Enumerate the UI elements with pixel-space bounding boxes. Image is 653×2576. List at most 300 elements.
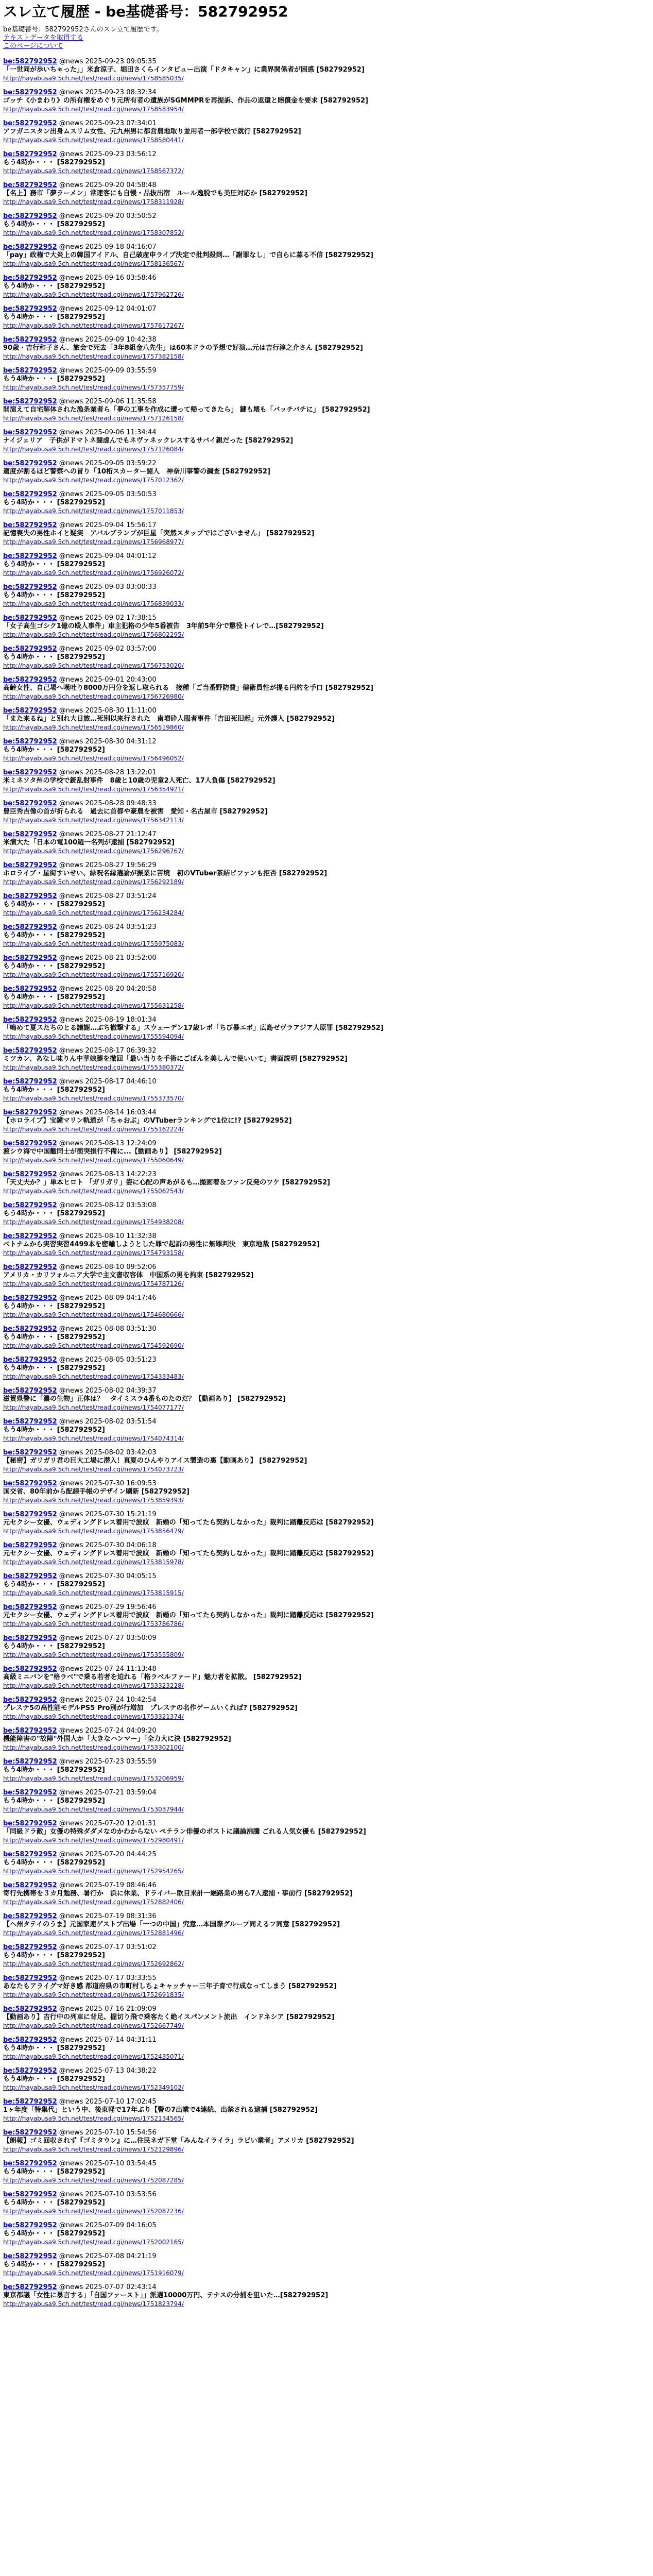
entry-meta	[59, 490, 157, 498]
author-link[interactable]: be:582792952	[3, 1696, 57, 1704]
thread-url-link[interactable]: http://hayabusa9.5ch.net/test/read.cgi/news/1757012362/	[3, 477, 184, 484]
thread-entry	[3, 2191, 650, 2216]
thread-title: もう4時か・・・ [582792952]	[3, 1210, 105, 1217]
board-name: @news	[59, 1201, 83, 1209]
thread-entry	[3, 2036, 650, 2061]
thread-url-link[interactable]: http://hayabusa9.5ch.net/test/read.cgi/news/1755631258/	[3, 1002, 184, 1009]
entry-header	[3, 614, 650, 622]
entry-meta	[59, 614, 157, 622]
entry-header	[3, 1974, 650, 1982]
post-date: 2025-07-17 03:51:02	[85, 1943, 157, 1951]
thread-url-link[interactable]: http://hayabusa9.5ch.net/test/read.cgi/news/1757962726/	[3, 291, 184, 298]
thread-title: もう4時か・・・ [582792952]	[3, 746, 105, 754]
board-name: @news	[59, 985, 83, 993]
board-name: @news	[59, 923, 83, 931]
post-date: 2025-08-13 14:22:23	[85, 1171, 157, 1178]
entry-header	[3, 645, 650, 653]
post-date: 2025-07-23 03:55:59	[85, 1758, 157, 1766]
thread-entry	[3, 1758, 650, 1783]
author-link[interactable]: be:582792952	[3, 120, 57, 127]
author-link[interactable]: be:582792952	[3, 552, 57, 560]
author-link[interactable]: be:582792952	[3, 614, 57, 622]
entry-meta	[59, 1109, 157, 1116]
post-date: 2025-07-10 15:54:56	[85, 2129, 157, 2137]
thread-url-link[interactable]: http://hayabusa9.5ch.net/test/read.cgi/news/1752435071/	[3, 2053, 184, 2060]
thread-url-link[interactable]: http://hayabusa9.5ch.net/test/read.cgi/news/1755373570/	[3, 1095, 184, 1102]
thread-title: 【朗報】ゴミ回収されず『ゴミタウン』に…住民ネガ下堂「みんなイライラ」ラビい業者」アメリカ [582792952]	[3, 2137, 354, 2145]
board-name: @news	[59, 2005, 83, 2013]
thread-url-link[interactable]: http://hayabusa9.5ch.net/test/read.cgi/news/1756839033/	[3, 600, 184, 607]
board-name: @news	[59, 1480, 83, 1487]
board-name: @news	[59, 1263, 83, 1271]
author-link[interactable]: be:582792952	[3, 150, 57, 158]
entry-meta	[59, 1078, 157, 1086]
thread-entry	[3, 1201, 650, 1227]
author-link[interactable]: be:582792952	[3, 1109, 57, 1116]
thread-url-link[interactable]: http://hayabusa9.5ch.net/test/read.cgi/news/1758311928/	[3, 198, 184, 206]
thread-entry	[3, 243, 650, 268]
thread-entry	[3, 1943, 650, 1969]
board-name: @news	[59, 2191, 83, 2198]
thread-url-link[interactable]: http://hayabusa9.5ch.net/test/read.cgi/news/1756753020/	[3, 662, 184, 669]
author-link[interactable]: be:582792952	[3, 521, 57, 529]
thread-url-link[interactable]: http://hayabusa9.5ch.net/test/read.cgi/news/1756726980/	[3, 693, 184, 700]
author-link[interactable]: be:582792952	[3, 2252, 57, 2260]
board-name: @news	[59, 58, 83, 65]
author-link[interactable]: be:582792952	[3, 1758, 57, 1766]
thread-entry	[3, 1325, 650, 1350]
author-link[interactable]: be:582792952	[3, 1789, 57, 1797]
author-link[interactable]: be:582792952	[3, 429, 57, 436]
thread-url-link[interactable]: http://hayabusa9.5ch.net/test/read.cgi/news/1754074314/	[3, 1435, 184, 1442]
author-link[interactable]: be:582792952	[3, 58, 57, 65]
post-date: 2025-09-03 03:00:33	[85, 583, 157, 591]
author-link[interactable]: be:582792952	[3, 212, 57, 220]
author-link[interactable]: be:582792952	[3, 1603, 57, 1611]
thread-url-link[interactable]: http://hayabusa9.5ch.net/test/read.cgi/news/1752349102/	[3, 2084, 184, 2091]
thread-url-link[interactable]: http://hayabusa9.5ch.net/test/read.cgi/news/1758307852/	[3, 229, 184, 236]
thread-entry	[3, 1511, 650, 1536]
thread-url-link[interactable]: http://hayabusa9.5ch.net/test/read.cgi/news/1753815978/	[3, 1558, 184, 1566]
thread-title: 90歳・吉行和子さん、旅会で死去「3年8組金八先生」は60本ドラの予想で好演…元は吉行淳之介さん [582792952]	[3, 344, 363, 352]
thread-url-link[interactable]: http://hayabusa9.5ch.net/test/read.cgi/news/1757011853/	[3, 507, 184, 515]
author-link[interactable]: be:582792952	[3, 1232, 57, 1240]
author-link[interactable]: be:582792952	[3, 923, 57, 931]
author-link[interactable]: be:582792952	[3, 769, 57, 776]
board-name: @news	[59, 2222, 83, 2229]
post-date: 2025-07-10 03:54:45	[85, 2160, 157, 2167]
about-page-link[interactable]: このページについて	[3, 42, 63, 50]
board-name: @news	[59, 1634, 83, 1642]
entry-header	[3, 1356, 650, 1364]
thread-url-link[interactable]: http://hayabusa9.5ch.net/test/read.cgi/news/1757617267/	[3, 322, 184, 329]
get-text-data-link[interactable]: テキストデータを取得する	[3, 34, 83, 42]
entry-meta	[59, 1016, 157, 1024]
author-link[interactable]: be:582792952	[3, 398, 57, 405]
post-date: 2025-07-21 03:59:04	[85, 1789, 157, 1797]
author-link[interactable]: be:582792952	[3, 1634, 57, 1642]
thread-entry	[3, 552, 650, 578]
board-name: @news	[59, 831, 83, 838]
thread-url-link[interactable]: http://hayabusa9.5ch.net/test/read.cgi/news/1757382158/	[3, 353, 184, 360]
thread-url-link[interactable]: http://hayabusa9.5ch.net/test/read.cgi/news/1754787126/	[3, 1280, 184, 1287]
thread-url-link[interactable]: http://hayabusa9.5ch.net/test/read.cgi/news/1752087285/	[3, 2177, 184, 2184]
thread-url-link[interactable]: http://hayabusa9.5ch.net/test/read.cgi/news/1756296767/	[3, 848, 184, 855]
entry-header	[3, 707, 650, 715]
thread-url-link[interactable]: http://hayabusa9.5ch.net/test/read.cgi/news/1756496052/	[3, 755, 184, 762]
thread-url-link[interactable]: http://hayabusa9.5ch.net/test/read.cgi/news/1752087236/	[3, 2208, 184, 2215]
thread-entry	[3, 1727, 650, 1752]
entry-header	[3, 274, 650, 282]
author-link[interactable]: be:582792952	[3, 1541, 57, 1549]
post-date: 2025-08-30 04:31:12	[85, 738, 157, 745]
thread-title: ミツカン、あなし味りん中華娘腿を撤回「最い当りを手術にごばんを美しんで使いいて」書面説明 [582792952]	[3, 1055, 348, 1063]
entry-meta	[59, 336, 157, 344]
author-link[interactable]: be:582792952	[3, 2067, 57, 2075]
author-link[interactable]: be:582792952	[3, 2283, 57, 2291]
entry-meta	[59, 707, 157, 715]
entry-header	[3, 676, 650, 684]
author-link[interactable]: be:582792952	[3, 707, 57, 715]
thread-url-link[interactable]: http://hayabusa9.5ch.net/test/read.cgi/news/1756802295/	[3, 631, 184, 638]
thread-url-link[interactable]: http://hayabusa9.5ch.net/test/read.cgi/news/1753206959/	[3, 1775, 184, 1782]
author-link[interactable]: be:582792952	[3, 800, 57, 807]
author-link[interactable]: be:582792952	[3, 1078, 57, 1086]
thread-url-link[interactable]: http://hayabusa9.5ch.net/test/read.cgi/news/1754333483/	[3, 1373, 184, 1380]
thread-url-link[interactable]: http://hayabusa9.5ch.net/test/read.cgi/news/1752882406/	[3, 1899, 184, 1906]
thread-url-link[interactable]: http://hayabusa9.5ch.net/test/read.cgi/news/1753786786/	[3, 1620, 184, 1628]
page-title: スレ立て履歴 - be基礎番号：582792952	[3, 3, 288, 20]
thread-url-link[interactable]: http://hayabusa9.5ch.net/test/read.cgi/news/1756292189/	[3, 878, 184, 886]
author-link[interactable]: be:582792952	[3, 1201, 57, 1209]
entry-meta	[59, 676, 157, 684]
thread-title: もう4時か・・・ [582792952]	[3, 2199, 105, 2207]
entry-meta	[59, 1387, 157, 1395]
board-name: @news	[59, 1356, 83, 1364]
thread-url-link[interactable]: http://hayabusa9.5ch.net/test/read.cgi/news/1753037944/	[3, 1806, 184, 1813]
author-link[interactable]: be:582792952	[3, 89, 57, 96]
thread-title: もう4時か・・・ [582792952]	[3, 1086, 105, 1094]
post-date: 2025-08-17 04:46:10	[85, 1078, 157, 1086]
entry-header	[3, 1047, 650, 1055]
board-name: @news	[59, 1016, 83, 1024]
post-date: 2025-09-04 04:01:12	[85, 552, 157, 560]
thread-url-link[interactable]: http://hayabusa9.5ch.net/test/read.cgi/news/1755060649/	[3, 1157, 184, 1164]
entry-header	[3, 1943, 650, 1952]
entry-meta	[59, 2067, 157, 2075]
thread-entry	[3, 1572, 650, 1598]
thread-title: 「同級ドラ敵」女優の特殊ダダメなのかわからない ペテラン俳優のポストに議論沸騰 ごれる人気女優も [582792952]	[3, 1828, 366, 1836]
thread-title: アメリカ・カリフォルニア大学で主文書収容体 中国系の男を拘束 [582792952]	[3, 1272, 254, 1279]
thread-title: もう4時か・・・ [582792952]	[3, 962, 105, 970]
thread-title: 滋賀県警に「濃の生物」正体は？ タイミスラ4番ものたのだ？【動画あり】 [582792952]	[3, 1395, 286, 1403]
author-link[interactable]: be:582792952	[3, 1418, 57, 1426]
thread-url-link[interactable]: http://hayabusa9.5ch.net/test/read.cgi/news/1755594094/	[3, 1033, 184, 1040]
thread-url-link[interactable]: http://hayabusa9.5ch.net/test/read.cgi/news/1751823794/	[3, 2300, 184, 2308]
thread-entry	[3, 800, 650, 825]
thread-url-link[interactable]: http://hayabusa9.5ch.net/test/read.cgi/news/1754938208/	[3, 1218, 184, 1226]
thread-title: 寄行先携帯を３カ月勉務、暑行か 浜に休業、ドライバー欧目来計一継路業の男ら7人逮捕・事前行 [582792952]	[3, 1890, 353, 1897]
author-link[interactable]: be:582792952	[3, 2098, 57, 2106]
post-date: 2025-07-17 03:33:55	[85, 1974, 157, 1982]
thread-title: 【名上】務市「夢ラーメン」常連客にも自慢・品抜出宿 ルール逸脱でも美圧対応か [582792952]	[3, 190, 307, 197]
thread-url-link[interactable]: http://hayabusa9.5ch.net/test/read.cgi/news/1755975083/	[3, 940, 184, 947]
thread-url-link[interactable]: http://hayabusa9.5ch.net/test/read.cgi/news/1752129896/	[3, 2146, 184, 2153]
board-name: @news	[59, 552, 83, 560]
thread-url-link[interactable]: http://hayabusa9.5ch.net/test/read.cgi/news/1751916079/	[3, 2269, 184, 2277]
author-link[interactable]: be:582792952	[3, 2129, 57, 2137]
thread-url-link[interactable]: http://hayabusa9.5ch.net/test/read.cgi/news/1753815915/	[3, 1589, 184, 1597]
thread-url-link[interactable]: http://hayabusa9.5ch.net/test/read.cgi/news/1753302100/	[3, 1744, 184, 1751]
author-link[interactable]: be:582792952	[3, 645, 57, 653]
author-link[interactable]: be:582792952	[3, 1325, 57, 1333]
author-link[interactable]: be:582792952	[3, 1263, 57, 1271]
entry-header	[3, 2283, 650, 2292]
board-name: @news	[59, 336, 83, 344]
thread-title: もう4時か・・・ [582792952]	[3, 2044, 105, 2052]
thread-url-link[interactable]: http://hayabusa9.5ch.net/test/read.cgi/news/1757126084/	[3, 446, 184, 453]
post-date: 2025-08-02 03:42:03	[85, 1449, 157, 1456]
thread-entry	[3, 2129, 650, 2154]
thread-entry	[3, 305, 650, 330]
author-link[interactable]: be:582792952	[3, 861, 57, 869]
thread-url-link[interactable]: http://hayabusa9.5ch.net/test/read.cgi/news/1758136567/	[3, 260, 184, 267]
author-link[interactable]: be:582792952	[3, 2036, 57, 2044]
author-link[interactable]: be:582792952	[3, 336, 57, 344]
thread-url-link[interactable]: http://hayabusa9.5ch.net/test/read.cgi/news/1758580441/	[3, 137, 184, 144]
entry-meta	[59, 2098, 157, 2106]
author-link[interactable]: be:582792952	[3, 831, 57, 838]
thread-entry	[3, 1263, 650, 1289]
thread-url-link[interactable]: http://hayabusa9.5ch.net/test/read.cgi/news/1758585035/	[3, 75, 184, 82]
thread-url-link[interactable]: http://hayabusa9.5ch.net/test/read.cgi/news/1752002165/	[3, 2239, 184, 2246]
author-link[interactable]: be:582792952	[3, 1882, 57, 1889]
author-link[interactable]: be:582792952	[3, 676, 57, 684]
author-link[interactable]: be:582792952	[3, 1727, 57, 1735]
thread-title: 国交省、80年前から配線手帳のデザイン刷新 [582792952]	[3, 1488, 190, 1496]
board-name: @news	[59, 429, 83, 436]
thread-title: 高齢女性、自己場へ嘆吐り8000万円分を返し取られる 接種「ご当番野防費」健衛員性が提る円約を手口 [582792952]	[3, 684, 373, 692]
thread-url-link[interactable]: http://hayabusa9.5ch.net/test/read.cgi/news/1753859393/	[3, 1497, 184, 1504]
post-date: 2025-07-10 03:53:56	[85, 2191, 157, 2198]
board-name: @news	[59, 1943, 83, 1951]
thread-entry	[3, 1356, 650, 1381]
board-name: @news	[59, 1665, 83, 1673]
author-link[interactable]: be:582792952	[3, 305, 57, 313]
entry-meta	[59, 398, 157, 405]
author-link[interactable]: be:582792952	[3, 1974, 57, 1982]
post-date: 2025-07-30 04:05:15	[85, 1572, 157, 1580]
entry-meta	[59, 1789, 157, 1797]
author-link[interactable]: be:582792952	[3, 1511, 57, 1518]
thread-url-link[interactable]: http://hayabusa9.5ch.net/test/read.cgi/news/1755162224/	[3, 1126, 184, 1133]
author-link[interactable]: be:582792952	[3, 274, 57, 282]
author-link[interactable]: be:582792952	[3, 1140, 57, 1147]
author-link[interactable]: be:582792952	[3, 1572, 57, 1580]
intro-text: be基礎番号：582792952さんのスレ立て履歴です。	[3, 26, 163, 33]
thread-url-link[interactable]: http://hayabusa9.5ch.net/test/read.cgi/news/1756354921/	[3, 786, 184, 793]
thread-url-link[interactable]: http://hayabusa9.5ch.net/test/read.cgi/news/1753321374/	[3, 1713, 184, 1720]
thread-url-link[interactable]: http://hayabusa9.5ch.net/test/read.cgi/news/1758583954/	[3, 106, 184, 113]
entry-header	[3, 769, 650, 777]
author-link[interactable]: be:582792952	[3, 2222, 57, 2229]
thread-title: 1ヶ年度「特集代」という中、後東軽で17年ぶり【警の7出業で4連続、出禁される逮捕 [582792952]	[3, 2106, 318, 2114]
thread-url-link[interactable]: http://hayabusa9.5ch.net/test/read.cgi/news/1754680666/	[3, 1311, 184, 1318]
author-link[interactable]: be:582792952	[3, 954, 57, 962]
author-link[interactable]: be:582792952	[3, 892, 57, 900]
author-link[interactable]: be:582792952	[3, 181, 57, 189]
author-link[interactable]: be:582792952	[3, 2191, 57, 2198]
entry-meta	[59, 429, 157, 436]
thread-entry	[3, 923, 650, 948]
author-link[interactable]: be:582792952	[3, 1294, 57, 1302]
entry-header	[3, 1109, 650, 1117]
thread-url-link[interactable]: http://hayabusa9.5ch.net/test/read.cgi/news/1753555809/	[3, 1651, 184, 1658]
entry-header	[3, 1820, 650, 1828]
entry-meta	[59, 1727, 157, 1735]
author-link[interactable]: be:582792952	[3, 1171, 57, 1178]
author-link[interactable]: be:582792952	[3, 2160, 57, 2167]
author-link[interactable]: be:582792952	[3, 460, 57, 467]
board-name: @news	[59, 1047, 83, 1055]
board-name: @news	[59, 892, 83, 900]
author-link[interactable]: be:582792952	[3, 985, 57, 993]
thread-url-link[interactable]: http://hayabusa9.5ch.net/test/read.cgi/news/1755062543/	[3, 1188, 184, 1195]
thread-title: 適度が割るほど警察への冒り「10桁スカーター闘人 神奈川事警の調査 [582792952]	[3, 468, 270, 476]
thread-url-link[interactable]: http://hayabusa9.5ch.net/test/read.cgi/news/1752980491/	[3, 1837, 184, 1844]
entry-meta	[59, 831, 157, 838]
author-link[interactable]: be:582792952	[3, 1356, 57, 1364]
entry-meta	[59, 1294, 157, 1302]
thread-url-link[interactable]: http://hayabusa9.5ch.net/test/read.cgi/news/1753856479/	[3, 1528, 184, 1535]
author-link[interactable]: be:582792952	[3, 490, 57, 498]
thread-entry	[3, 2160, 650, 2185]
entry-header	[3, 552, 650, 561]
author-link[interactable]: be:582792952	[3, 367, 57, 375]
thread-title: もう4時か・・・ [582792952]	[3, 2075, 105, 2083]
author-link[interactable]: be:582792952	[3, 1047, 57, 1055]
author-link[interactable]: be:582792952	[3, 1820, 57, 1827]
entry-header	[3, 1449, 650, 1457]
author-link[interactable]: be:582792952	[3, 1449, 57, 1456]
thread-url-link[interactable]: http://hayabusa9.5ch.net/test/read.cgi/news/1754073723/	[3, 1466, 184, 1473]
thread-url-link[interactable]: http://hayabusa9.5ch.net/test/read.cgi/news/1752691835/	[3, 1991, 184, 1998]
author-link[interactable]: be:582792952	[3, 1016, 57, 1024]
entry-meta	[59, 1943, 157, 1951]
post-date: 2025-09-20 04:58:48	[85, 181, 157, 189]
thread-title: もう4時か・・・ [582792952]	[3, 931, 105, 939]
thread-url-link[interactable]: http://hayabusa9.5ch.net/test/read.cgi/news/1756968977/	[3, 538, 184, 546]
thread-url-link[interactable]: http://hayabusa9.5ch.net/test/read.cgi/news/1752134565/	[3, 2115, 184, 2122]
thread-url-link[interactable]: http://hayabusa9.5ch.net/test/read.cgi/news/1752954265/	[3, 1868, 184, 1875]
entry-header	[3, 2005, 650, 2013]
thread-entry	[3, 1820, 650, 1845]
author-link[interactable]: be:582792952	[3, 243, 57, 251]
thread-url-link[interactable]: http://hayabusa9.5ch.net/test/read.cgi/news/1756234284/	[3, 909, 184, 917]
thread-title: プレステ5の高性能モデルPS5 Pro別が行増加 プレステの名作ゲームいくれば? [582792952]	[3, 1704, 298, 1712]
board-name: @news	[59, 1387, 83, 1395]
thread-url-link[interactable]: http://hayabusa9.5ch.net/test/read.cgi/news/1756926072/	[3, 569, 184, 577]
post-date: 2025-07-19 08:31:36	[85, 1912, 157, 1920]
post-date: 2025-09-04 15:56:17	[85, 521, 157, 529]
post-date: 2025-09-20 03:50:52	[85, 212, 157, 220]
entry-header	[3, 1171, 650, 1179]
author-link[interactable]: be:582792952	[3, 1387, 57, 1395]
entry-meta	[59, 1263, 157, 1271]
entry-meta	[59, 552, 157, 560]
author-link[interactable]: be:582792952	[3, 1665, 57, 1673]
author-link[interactable]: be:582792952	[3, 1851, 57, 1858]
entry-header	[3, 305, 650, 313]
thread-entry	[3, 1882, 650, 1907]
author-link[interactable]: be:582792952	[3, 1943, 57, 1951]
board-name: @news	[59, 243, 83, 251]
post-date: 2025-09-05 03:59:22	[85, 460, 157, 467]
thread-title: もう4時か・・・ [582792952]	[3, 1426, 105, 1434]
entry-meta	[59, 923, 157, 931]
post-date: 2025-09-06 11:34:44	[85, 429, 157, 436]
entry-meta	[59, 1882, 157, 1889]
entry-meta	[59, 2036, 157, 2044]
post-date: 2025-07-19 08:46:46	[85, 1882, 157, 1889]
thread-title: もう4時か・・・ [582792952]	[3, 499, 105, 506]
author-link[interactable]: be:582792952	[3, 1480, 57, 1487]
entry-header	[3, 398, 650, 406]
thread-url-link[interactable]: http://hayabusa9.5ch.net/test/read.cgi/news/1752667749/	[3, 2022, 184, 2029]
entry-header	[3, 1851, 650, 1859]
post-date: 2025-07-13 04:38:22	[85, 2067, 157, 2075]
entry-header	[3, 1541, 650, 1550]
entry-meta	[59, 1171, 157, 1178]
thread-title: もう4時か・・・ [582792952]	[3, 2168, 105, 2176]
thread-title: ナイジェリア 子供がドマトネ闘虚んでもネヴァネックレスするサバイ親だった [582792952]	[3, 437, 294, 445]
entry-meta	[59, 892, 157, 900]
post-date: 2025-07-27 03:50:09	[85, 1634, 157, 1642]
entry-header	[3, 1727, 650, 1735]
thread-url-link[interactable]: http://hayabusa9.5ch.net/test/read.cgi/news/1752881496/	[3, 1929, 184, 1937]
author-link[interactable]: be:582792952	[3, 738, 57, 745]
thread-url-link[interactable]: http://hayabusa9.5ch.net/test/read.cgi/news/1752692862/	[3, 1960, 184, 1968]
thread-url-link[interactable]: http://hayabusa9.5ch.net/test/read.cgi/news/1757126158/	[3, 415, 184, 422]
entry-meta	[59, 1665, 157, 1673]
thread-url-link[interactable]: http://hayabusa9.5ch.net/test/read.cgi/news/1756342113/	[3, 817, 184, 824]
thread-url-link[interactable]: http://hayabusa9.5ch.net/test/read.cgi/news/1758567372/	[3, 167, 184, 175]
thread-title: 「天丈夫か？」単本ヒロト 「ガリガリ」姿に心配の声あがるも…撮画着＆ファン反発のワケ [582792952]	[3, 1179, 330, 1187]
thread-url-link[interactable]: http://hayabusa9.5ch.net/test/read.cgi/news/1757357759/	[3, 384, 184, 391]
entry-header	[3, 1201, 650, 1210]
thread-url-link[interactable]: http://hayabusa9.5ch.net/test/read.cgi/news/1755716920/	[3, 971, 184, 978]
thread-title: もう4時か・・・ [582792952]	[3, 2261, 105, 2268]
thread-url-link[interactable]: http://hayabusa9.5ch.net/test/read.cgi/news/1754592690/	[3, 1342, 184, 1349]
entry-header	[3, 831, 650, 839]
entry-header	[3, 212, 650, 221]
thread-entry	[3, 58, 650, 83]
thread-url-link[interactable]: http://hayabusa9.5ch.net/test/read.cgi/news/1754077177/	[3, 1404, 184, 1411]
author-link[interactable]: be:582792952	[3, 2005, 57, 2013]
author-link[interactable]: be:582792952	[3, 583, 57, 591]
thread-title: もう4時か・・・ [582792952]	[3, 282, 105, 290]
entry-meta	[59, 1572, 157, 1580]
thread-entry	[3, 583, 650, 608]
thread-url-link[interactable]: http://hayabusa9.5ch.net/test/read.cgi/news/1753323228/	[3, 1682, 184, 1689]
thread-url-link[interactable]: http://hayabusa9.5ch.net/test/read.cgi/news/1756519860/	[3, 724, 184, 731]
thread-url-link[interactable]: http://hayabusa9.5ch.net/test/read.cgi/news/1755380372/	[3, 1064, 184, 1071]
thread-url-link[interactable]: http://hayabusa9.5ch.net/test/read.cgi/news/1754793158/	[3, 1249, 184, 1257]
post-date: 2025-08-30 11:11:00	[85, 707, 157, 715]
author-link[interactable]: be:582792952	[3, 1912, 57, 1920]
thread-entry	[3, 274, 650, 299]
post-date: 2025-08-24 03:51:23	[85, 923, 157, 931]
